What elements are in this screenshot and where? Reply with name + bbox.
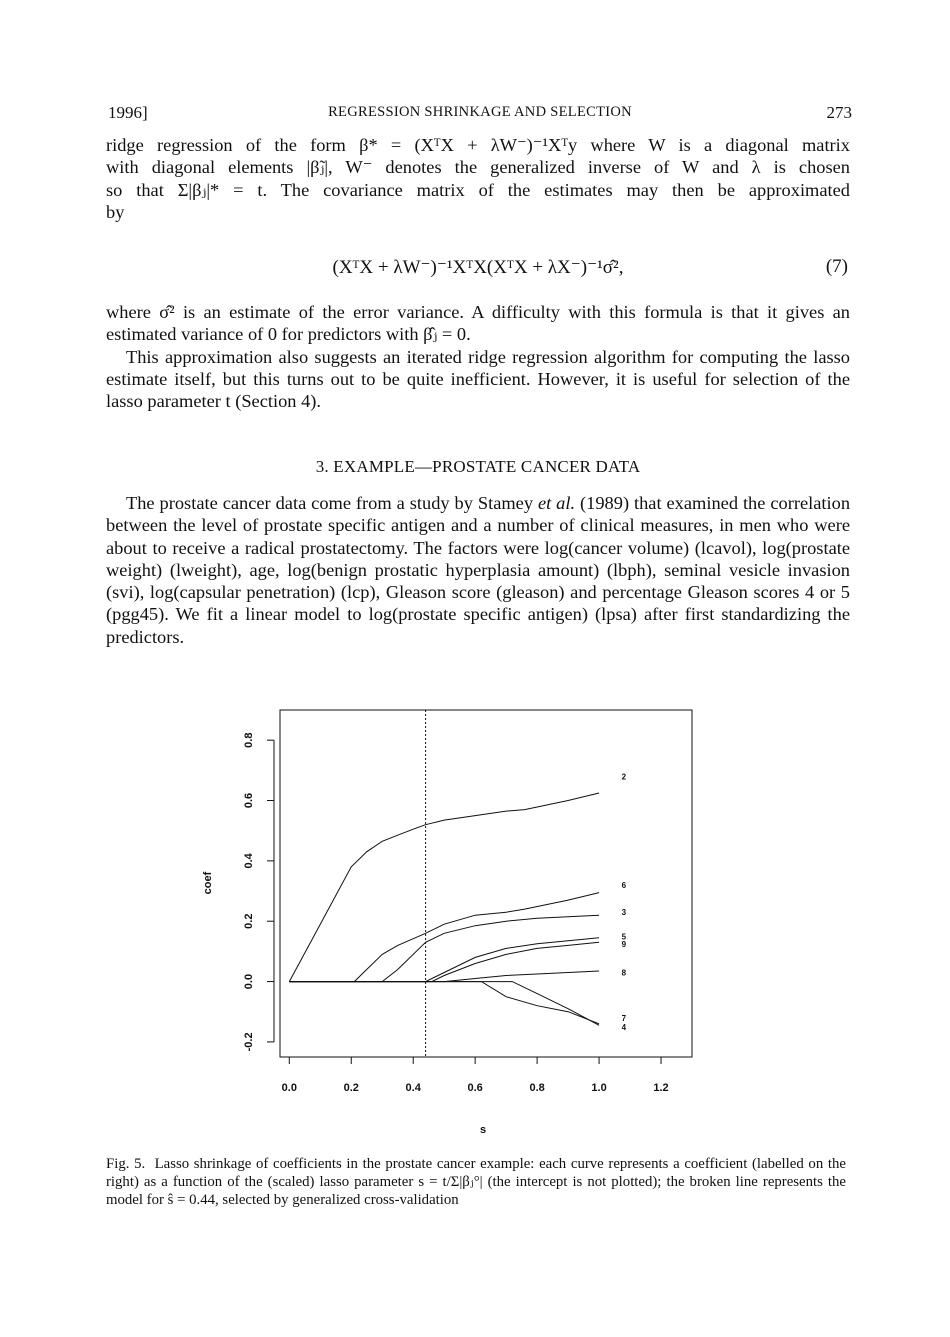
coefficient-curve-6 [289, 893, 599, 982]
equation-number: (7) [825, 256, 848, 277]
et-al: et al. [537, 493, 576, 513]
iterated-ridge-text: This approximation also suggests an iterated ridge regression algorithm for computing the lasso estimate itself, but this turns out to be quite inefficient. However, it is useful for selection of the lasso parameter t (Section 4). [106, 346, 850, 412]
coefficient-curve-9 [289, 942, 599, 981]
caption-text [106, 1155, 846, 1209]
intro-line-3: so that Σ|βⱼ|* = t. The covariance matrix of the estimates may then be approximated [106, 179, 850, 200]
curve-label-9: 9 [621, 939, 627, 949]
curve-label-8: 8 [621, 968, 627, 978]
coefficient-labels [622, 772, 627, 1031]
page-header [108, 103, 852, 127]
caption-body: Lasso shrinkage of coefficients in the prostate cancer example: each curve represents a coefficient (labelled on the right) as a function of the (scaled) lasso parameter s = t/Σ|βⱼ°| (the intercept is not plotted); the broken line represents the model for ŝ = 0.44, selected by generalized cross-validation [106, 1156, 846, 1208]
variance-paragraph [106, 301, 850, 412]
prostate-text-start: The prostate cancer data come from a study by Stamey [126, 493, 538, 513]
coefficient-curve-2 [289, 793, 599, 982]
lasso-figure [190, 700, 710, 1140]
intro-paragraph [106, 134, 850, 223]
page-number: 273 [826, 103, 852, 122]
curve-label-2: 2 [621, 772, 627, 782]
coefficient-curve-4 [289, 982, 599, 1026]
x-tick-label: 0.6 [467, 1082, 483, 1094]
section-heading: 3. EXAMPLE—PROSTATE CANCER DATA [315, 457, 641, 476]
y-tick-label: 0.0 [243, 973, 255, 990]
curve-label-4: 4 [621, 1022, 627, 1032]
equation-7 [106, 256, 850, 284]
prostate-paragraph [106, 492, 850, 648]
x-tick-label: 0.2 [343, 1082, 359, 1094]
y-tick-label: 0.2 [243, 913, 255, 929]
coefficient-curve-3 [289, 915, 599, 981]
y-tick-label: 0.4 [243, 853, 255, 869]
variance-text: where σ̂² is an estimate of the error variance. A difficulty with this formula is that it gives an estimated variance of 0 for predictors with β̂ⱼ = 0. [106, 302, 850, 345]
intro-line-4: by [106, 201, 125, 222]
x-tick-label: 1.0 [591, 1082, 607, 1094]
caption-fig-label: Fig. 5. [106, 1156, 146, 1172]
curve-label-5: 5 [621, 932, 627, 942]
intro-line-2: with diagonal elements |β̃ⱼ|, W⁻ denotes the generalized inverse of W and λ is chosen [106, 157, 850, 178]
header-year: 1996] [108, 103, 148, 122]
intro-line-1: ridge regression of the form β* = (XᵀX + λW⁻)⁻¹Xᵀy where W is a diagonal matrix [106, 135, 850, 155]
coefficient-curve-7 [289, 982, 599, 1024]
y-tick-label: -0.2 [243, 1032, 255, 1052]
x-tick-label: 0.0 [281, 1082, 297, 1094]
y-axis [243, 733, 274, 1052]
curve-label-7: 7 [621, 1013, 627, 1023]
prostate-text [106, 492, 850, 648]
coefficient-curves [289, 793, 599, 1025]
prostate-text-rest: (1989) that examined the correlation between the level of prostate specific antigen and a number of clinical measures, in men who were about to receive a radical prostatectomy. The factors were log(cancer volume) (lcavol), log(prostate weight) (lweight), age, log(benign prostatic hyperplasia amount) (lbph), seminal vesicle invasion (svi), log(capsular penetration) (lcp), Gleason score (gleason) and percentage Gleason scores 4 or 5 (pgg45). We fit a linear model to log(prostate specific antigen) (lpsa) after first standardizing the predictors. [106, 493, 851, 647]
lasso-coefficient-chart [190, 700, 710, 1140]
x-tick-label: 0.4 [405, 1082, 421, 1094]
x-axis [282, 1057, 669, 1094]
equation-body: (XᵀX + λW⁻)⁻¹XᵀX(XᵀX + λX⁻)⁻¹σ̂², [332, 257, 624, 278]
running-title: REGRESSION SHRINKAGE AND SELECTION [328, 104, 632, 120]
figure-caption [106, 1155, 846, 1209]
curve-label-3: 3 [621, 908, 627, 918]
x-tick-label: 0.8 [529, 1082, 545, 1094]
x-axis-label: s [479, 1124, 487, 1136]
x-tick-label: 1.2 [653, 1082, 669, 1094]
y-tick-label: 0.8 [243, 732, 255, 748]
y-tick-label: 0.6 [243, 792, 255, 809]
y-axis-label: coef [202, 871, 214, 895]
curve-label-6: 6 [621, 881, 627, 891]
